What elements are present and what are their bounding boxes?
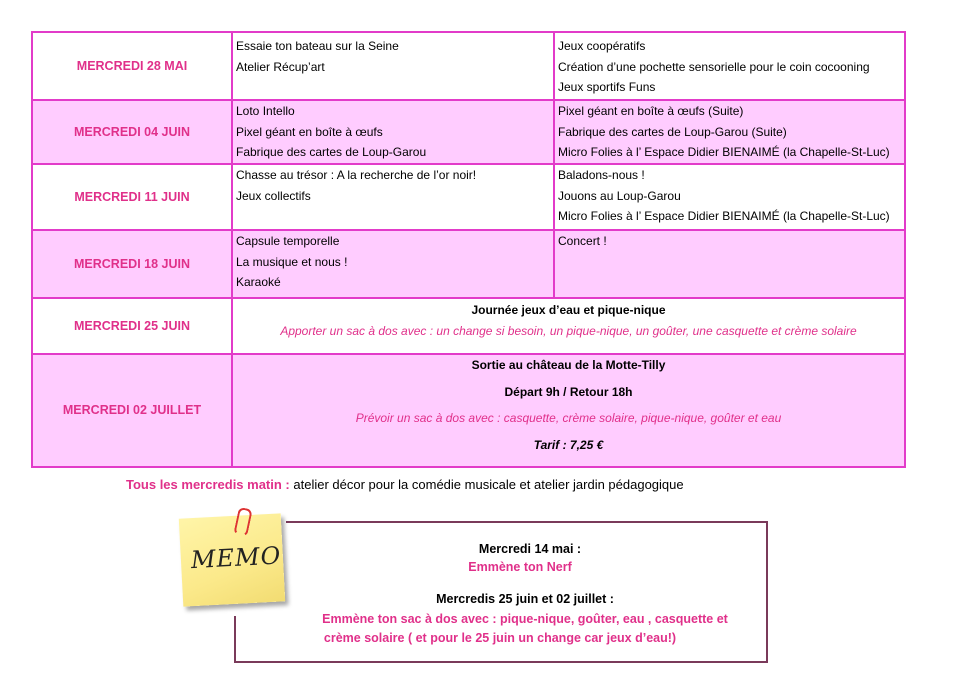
memo-first-text: Emmène ton Nerf bbox=[468, 560, 572, 574]
table-row bbox=[32, 100, 905, 164]
activity: Jeux sportifs Funs bbox=[558, 80, 656, 94]
activity: Atelier Récup’art bbox=[236, 59, 325, 74]
memo-border-top bbox=[286, 521, 766, 523]
activity: Jeux coopératifs bbox=[558, 39, 646, 53]
activity: Création d’une pochette sensorielle pour le coin cocooning bbox=[558, 59, 870, 74]
memo-second-date: Mercredis 25 juin et 02 juillet : bbox=[436, 592, 614, 606]
memo-sticky-note bbox=[179, 513, 285, 606]
date-cell: MERCREDI 02 JUILLET bbox=[32, 354, 232, 467]
morning-note bbox=[126, 477, 684, 492]
schedule-table bbox=[31, 31, 906, 468]
activities-cell bbox=[232, 100, 554, 164]
memo-second-text-1: Emmène ton sac à dos avec : pique-nique, goûter, eau , casquette et bbox=[322, 612, 728, 626]
activity: Essaie ton bateau sur la Seine bbox=[236, 39, 399, 53]
date-cell: MERCREDI 11 JUIN bbox=[32, 164, 232, 230]
date-cell: MERCREDI 04 JUIN bbox=[32, 100, 232, 164]
activity: Jouons au Loup-Garou bbox=[558, 188, 681, 203]
event-note: Apporter un sac à dos avec : un change si besoin, un pique-nique, un goûter, une casquette et crème solaire bbox=[280, 323, 857, 338]
memo-first-date: Mercredi 14 mai : bbox=[478, 542, 582, 556]
morning-label: Tous les mercredis matin : bbox=[126, 477, 290, 492]
event-cell bbox=[232, 298, 905, 354]
activity: Concert ! bbox=[558, 234, 607, 248]
table-row bbox=[32, 354, 905, 467]
activity: Pixel géant en boîte à œufs (Suite) bbox=[558, 104, 744, 118]
activity: La musique et nous ! bbox=[236, 254, 348, 269]
activities-cell bbox=[554, 230, 905, 298]
activities-cell bbox=[232, 32, 554, 100]
activities-cell bbox=[554, 32, 905, 100]
table-row bbox=[32, 32, 905, 100]
memo-second-text-2: crème solaire ( et pour le 25 juin un change car jeux d’eau!) bbox=[323, 631, 677, 645]
table-row bbox=[32, 298, 905, 354]
morning-text: atelier décor pour la comédie musicale et atelier jardin pédagogique bbox=[289, 477, 684, 492]
event-price: Tarif : 7,25 € bbox=[533, 437, 604, 452]
activity: Fabrique des cartes de Loup-Garou (Suite) bbox=[558, 124, 787, 139]
event-title: Sortie au château de la Motte-Tilly bbox=[471, 358, 666, 372]
activity: Karaoké bbox=[236, 275, 281, 289]
activities-cell bbox=[232, 230, 554, 298]
activity: Chasse au trésor : A la recherche de l’or noir! bbox=[236, 168, 477, 182]
date-cell: MERCREDI 25 JUIN bbox=[32, 298, 232, 354]
table-row bbox=[32, 230, 905, 298]
activity: Fabrique des cartes de Loup-Garou bbox=[236, 145, 427, 159]
table-row bbox=[32, 164, 905, 230]
activity: Jeux collectifs bbox=[236, 188, 311, 203]
activity: Pixel géant en boîte à œufs bbox=[236, 124, 383, 139]
activity: Micro Folies à l’ Espace Didier BIENAIMÉ (la Chapelle-St-Luc) bbox=[558, 209, 890, 223]
date-cell: MERCREDI 18 JUIN bbox=[32, 230, 232, 298]
event-title: Journée jeux d’eau et pique-nique bbox=[471, 303, 666, 317]
activities-cell bbox=[232, 164, 554, 230]
activity: Capsule temporelle bbox=[236, 234, 340, 248]
activity: Loto Intello bbox=[236, 104, 295, 118]
activity: Micro Folies à l’ Espace Didier BIENAIMÉ (la Chapelle-St-Luc) bbox=[558, 145, 890, 159]
memo-label: MEMO bbox=[190, 541, 282, 575]
event-cell bbox=[232, 354, 905, 467]
event-times: Départ 9h / Retour 18h bbox=[504, 384, 633, 399]
activities-cell bbox=[554, 100, 905, 164]
activities-cell bbox=[554, 164, 905, 230]
activity: Baladons-nous ! bbox=[558, 168, 645, 182]
event-note: Prévoir un sac à dos avec : casquette, crème solaire, pique-nique, goûter et eau bbox=[355, 411, 782, 425]
date-cell: MERCREDI 28 MAI bbox=[32, 32, 232, 100]
